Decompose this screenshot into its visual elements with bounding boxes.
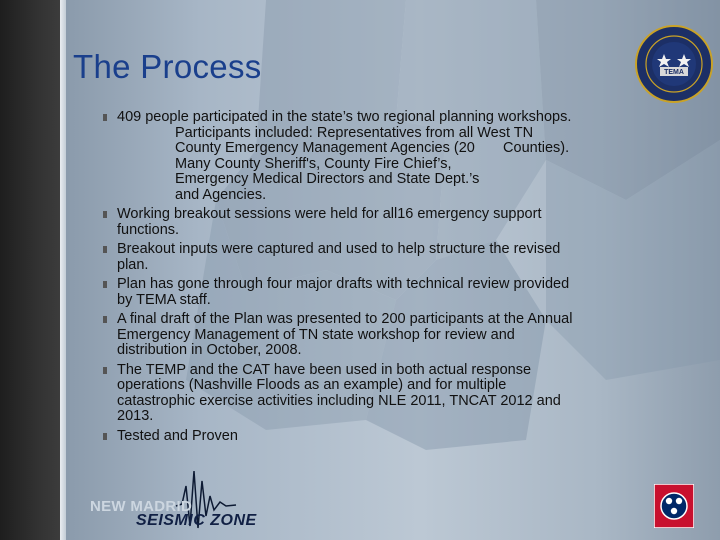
bullet-continuation-line: and Agencies.: [175, 186, 267, 203]
bullet-line: functions.: [117, 221, 180, 238]
bullet-marker-icon: [103, 211, 107, 218]
bullet-marker-icon: [103, 367, 107, 374]
footer-line2: SEISMIC ZONE: [136, 512, 257, 529]
bullet-line: catastrophic exercise activities including NLE 2011, TNCAT 2012 and: [117, 392, 561, 409]
bullet-item: [103, 363, 643, 425]
bullet-list: [103, 110, 643, 448]
bullet-line: by TEMA staff.: [117, 291, 211, 308]
tennessee-flag-icon: [654, 484, 694, 528]
bullet-line: Breakout inputs were captured and used to help structure the revised: [117, 241, 561, 257]
slide-title: The Process: [73, 48, 262, 85]
bullet-line: A final draft of the Plan was presented to 200 participants at the Annual: [117, 311, 573, 327]
bullet-line: Plan has gone through four major drafts with technical review provided: [117, 276, 570, 292]
bullet-line: The TEMP and the CAT have been used in both actual response: [117, 361, 532, 378]
bullet-marker-icon: [103, 316, 107, 323]
bullet-line: Tested and Proven: [117, 427, 238, 444]
bullet-line: Working breakout sessions were held for all16 emergency support: [117, 206, 542, 222]
bullet-item: [103, 312, 643, 359]
seal-label: TEMA: [664, 69, 684, 76]
bullet-item: [103, 207, 643, 238]
vertical-divider: [60, 0, 66, 540]
bullet-marker-icon: [103, 114, 107, 121]
bullet-line: Emergency Management of TN state workshop for review and: [117, 326, 515, 343]
bullet-item: [103, 429, 643, 445]
left-band: [0, 0, 60, 540]
bullet-line: distribution in October, 2008.: [117, 342, 302, 358]
bullet-item: [103, 277, 643, 308]
bullet-marker-icon: [103, 433, 107, 440]
bullet-line: plan.: [117, 256, 149, 273]
bullet-line: 409 people participated in the state’s two regional planning workshops.: [117, 109, 572, 125]
tema-seal-icon: [634, 24, 714, 104]
bullet-continuation-line: Participants included: Representatives from all West TN: [175, 124, 534, 141]
bullet-continuation-line: Many County Sheriff's, County Fire Chief’s,: [175, 155, 452, 172]
bullet-continuation-line: Emergency Medical Directors and State Dept.’s: [175, 171, 480, 187]
bullet-continuation-line: County Emergency Management Agencies (20 Counties).: [175, 140, 570, 156]
bullet-line: 2013.: [117, 408, 154, 424]
footer-line1: NEW MADRID: [90, 498, 193, 515]
bullet-marker-icon: [103, 246, 107, 253]
bullet-item: [103, 242, 643, 273]
bullet-marker-icon: [103, 281, 107, 288]
bullet-line: operations (Nashville Floods as an example) and for multiple: [117, 377, 507, 393]
new-madrid-logo: [86, 466, 286, 532]
bullet-item: [103, 110, 643, 203]
